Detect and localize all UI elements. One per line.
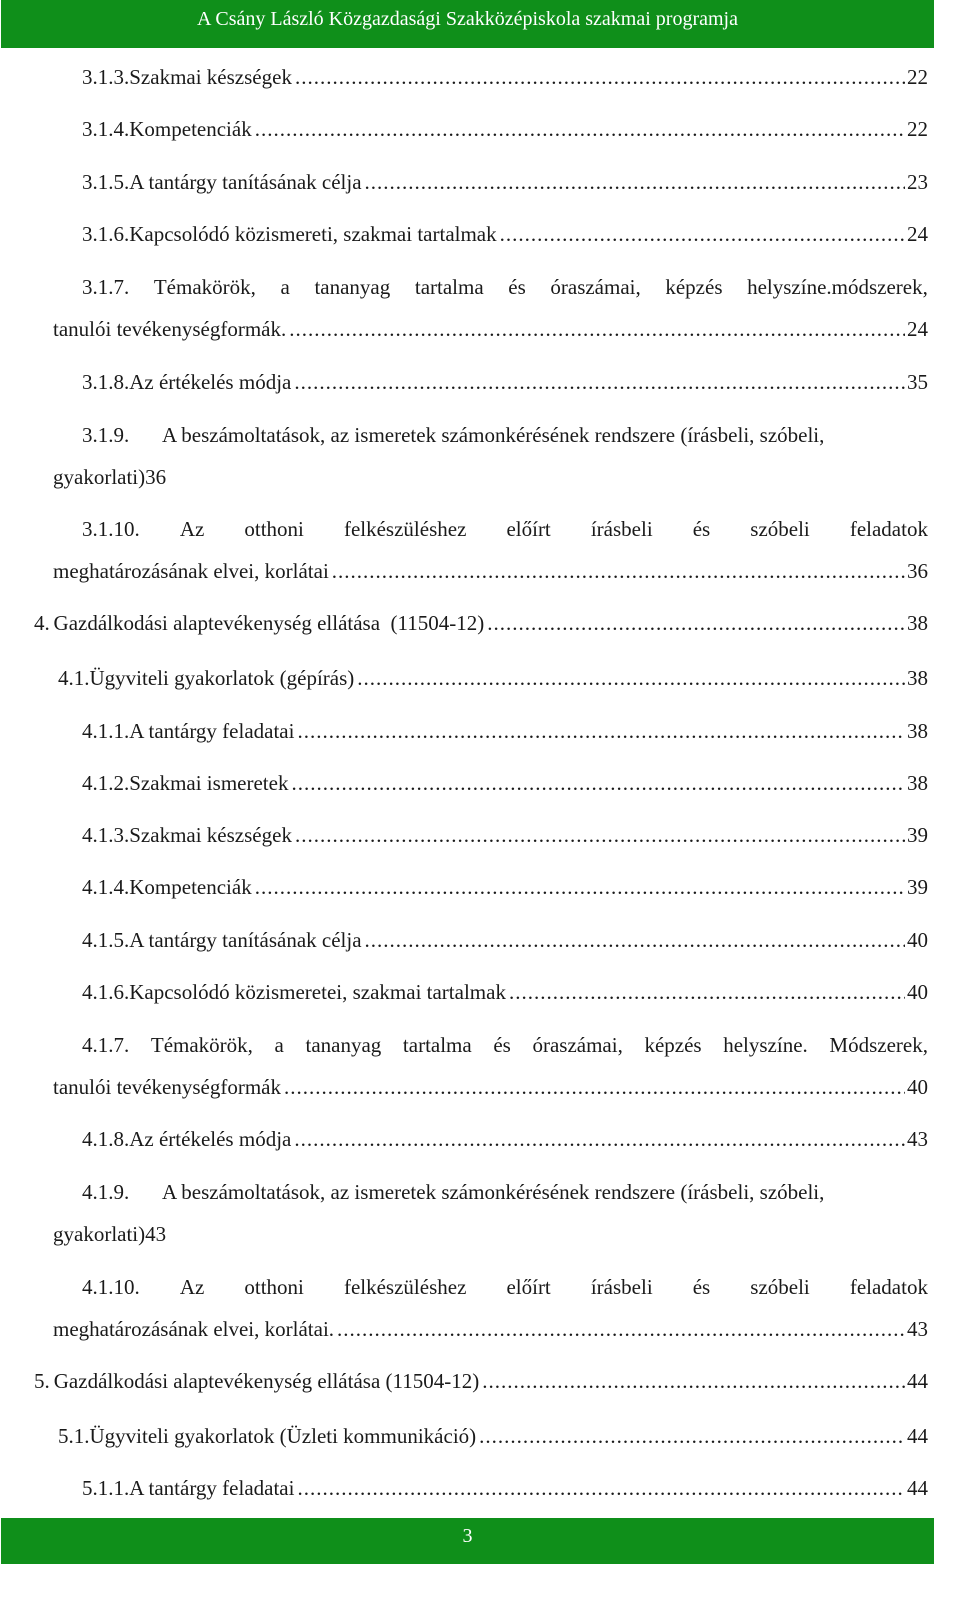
toc-word: és [692,517,711,541]
page-header [1,0,934,48]
toc-entry-number: 5.1.1. [82,1476,130,1500]
toc-word: írásbeli [590,1275,653,1299]
toc-word: és [493,1033,511,1057]
toc-leader-dots [291,768,905,798]
toc-leader-dots [479,1421,905,1451]
toc-entry-title: Szakmai készségek [129,823,292,847]
toc-entry-3-1-8[interactable] [82,367,928,397]
toc-leader-dots [295,820,905,850]
toc-entry-number: 4.1.9. [82,1180,130,1204]
toc-leader-dots [294,367,905,397]
toc-entry-page: 43 [907,1317,928,1341]
toc-entry-4[interactable] [34,608,928,638]
toc-entry-title: tanulói tevékenységformák [53,1075,282,1099]
toc-entry-page: 24 [907,317,928,341]
toc-entry-number: 3.1.3. [82,65,130,89]
toc-leader-dots [297,1473,905,1503]
toc-leader-dots [255,114,905,144]
toc-entry-continuation [53,314,928,344]
toc-entry-number: 3.1.4. [82,117,130,141]
toc-leader-dots [487,608,905,638]
toc-entry-number: 4.1.3. [82,823,130,847]
toc-entry-first-line [82,1272,928,1302]
toc-entry-title: Az értékelés módja [129,370,292,394]
toc-entry-first-line [82,514,928,544]
toc-entry-page: 40 [907,1075,928,1099]
toc-entry-title: Ügyviteli gyakorlatok (gépírás) [89,666,355,690]
toc-entry-title: tanulói tevékenységformák. [53,317,287,341]
toc-entry-number: 4. [34,611,50,635]
toc-entry-continuation [53,1314,928,1344]
toc-word: otthoni [244,1275,304,1299]
toc-word: a [280,275,290,299]
toc-entry-number: 4.1.4. [82,875,130,899]
toc-entry-title: Gazdálkodási alaptevékenység ellátása (11504-12) [53,1369,480,1393]
toc-word: előírt [506,517,551,541]
toc-entry-4-1[interactable] [58,663,928,693]
toc-entry-page: 38 [907,771,928,795]
toc-entry-number: 3.1.6. [82,222,130,246]
toc-entry-number: 3.1.8. [82,370,130,394]
toc-entry-first-line [82,272,928,302]
toc-entry-number: 4.1.5. [82,928,130,952]
toc-entry-title: A tantárgy feladatai [129,719,295,743]
toc-word: feladatok [849,517,928,541]
toc-entry-4-1-2[interactable] [82,768,928,798]
page-footer [1,1518,934,1564]
toc-entry-3-1-6[interactable] [82,219,928,249]
toc-word: képzés [644,1033,702,1057]
toc-leader-dots [365,925,905,955]
toc-entry-number: 4.1.1. [82,719,130,743]
toc-word: óraszámai, [532,1033,623,1057]
toc-entry-4-1-1[interactable] [82,716,928,746]
toc-entry-3-1-3[interactable] [82,62,928,92]
toc-entry-title: Kapcsolódó közismereti, szakmai tartalmak [129,222,497,246]
toc-word: feladatok [849,1275,928,1299]
toc-entry-4-1-4[interactable] [82,872,928,902]
toc-entry-title: Kapcsolódó közismeretei, szakmai tartalmak [129,980,506,1004]
toc-leader-dots [289,314,905,344]
page-number: 3 [462,1525,473,1547]
toc-entry-number: 4.1.2. [82,771,130,795]
toc-entry-title: A beszámoltatások, az ismeretek számonkérésének rendszere (írásbeli, szóbeli, [162,1180,825,1204]
toc-entry-title: A beszámoltatások, az ismeretek számonkérésének rendszere (írásbeli, szóbeli, [162,423,825,447]
toc-leader-dots [337,1314,905,1344]
toc-entry-title: A tantárgy tanításának célja [129,170,362,194]
toc-entry-title: A tantárgy feladatai [129,1476,295,1500]
toc-leader-dots [297,716,905,746]
toc-entry-page: 39 [907,875,928,899]
toc-entry-4-1-3[interactable] [82,820,928,850]
toc-word: a [274,1033,284,1057]
toc-entry-title: Ügyviteli gyakorlatok (Üzleti kommunikáció) [89,1424,477,1448]
toc-entry-number: 4.1.10. [82,1275,140,1299]
toc-word: felkészüléshez [343,1275,467,1299]
toc-entry-number: 4.1.8. [82,1127,130,1151]
toc-entry-title: Kompetenciák [129,875,252,899]
toc-leader-dots [500,219,905,249]
toc-entry-first-line [82,1030,928,1060]
toc-entry-number: 4.1.7. [82,1033,130,1057]
header-title: A Csány László Közgazdasági Szakközépiskola szakmai programja [197,8,738,30]
toc-entry-continuation: gyakorlati)43 [53,1222,167,1246]
toc-entry-page: 44 [907,1476,928,1500]
toc-leader-dots [365,167,905,197]
toc-leader-dots [357,663,905,693]
toc-entry-page: 44 [907,1369,928,1393]
toc-entry-3-1-5[interactable] [82,167,928,197]
toc-word: tartalma [402,1033,472,1057]
toc-word: Témakörök, [153,275,256,299]
toc-entry-continuation [53,556,928,586]
toc-entry-page: 23 [907,170,928,194]
toc-entry-title: Szakmai ismeretek [129,771,289,795]
toc-entry-3-1-4[interactable] [82,114,928,144]
toc-entry-first-line [82,1177,928,1207]
toc-word: Az [179,1275,205,1299]
toc-word: és [692,1275,711,1299]
toc-leader-dots [509,977,905,1007]
toc-entry-page: 22 [907,117,928,141]
toc-word: tananyag [314,275,391,299]
toc-entry-title: A tantárgy tanításának célja [129,928,362,952]
toc-word: Témakörök, [150,1033,253,1057]
toc-word: tananyag [305,1033,382,1057]
toc-entry-title: meghatározásának elvei, korlátai [53,559,329,583]
toc-entry-title: Szakmai készségek [129,65,292,89]
toc-entry-page: 40 [907,928,928,952]
toc-entry-page: 40 [907,980,928,1004]
toc-entry-number: 4.1.6. [82,980,130,1004]
toc-word: szóbeli [750,1275,810,1299]
toc-leader-dots [295,62,905,92]
toc-entry-number: 3.1.9. [82,423,130,447]
toc-entry-number: 4.1. [58,666,90,690]
toc-word: tartalma [414,275,484,299]
toc-entry-page: 43 [907,1127,928,1151]
toc-entry-5[interactable] [34,1366,928,1396]
toc-word: Módszerek, [829,1033,928,1057]
toc-word: és [508,275,526,299]
toc-word: felkészüléshez [343,517,467,541]
toc-word: otthoni [244,517,304,541]
toc-entry-title: Az értékelés módja [129,1127,292,1151]
toc-entry-5-1-1[interactable] [82,1473,928,1503]
toc-entry-page: 39 [907,823,928,847]
toc-word: helyszíne.módszerek, [747,275,928,299]
toc-word: szóbeli [750,517,810,541]
toc-leader-dots [482,1366,905,1396]
toc-word: előírt [506,1275,551,1299]
toc-entry-number: 3.1.5. [82,170,130,194]
toc-word: képzés [665,275,723,299]
toc-entry-4-1-6[interactable] [82,977,928,1007]
toc-entry-number: 5. [34,1369,50,1393]
toc-word: óraszámai, [550,275,641,299]
toc-leader-dots [255,872,905,902]
toc-entry-continuation [53,1072,928,1102]
toc-entry-number: 3.1.10. [82,517,140,541]
toc-entry-continuation: gyakorlati)36 [53,465,167,489]
toc-entry-page: 44 [907,1424,928,1448]
toc-entry-page: 38 [907,666,928,690]
toc-entry-page: 24 [907,222,928,246]
toc-word: helyszíne. [723,1033,808,1057]
toc-entry-number: 5.1. [58,1424,90,1448]
toc-entry-page: 36 [907,559,928,583]
toc-entry-4-1-5[interactable] [82,925,928,955]
toc-entry-page: 38 [907,719,928,743]
toc-entry-first-line [82,420,928,450]
toc-word: Az [179,517,205,541]
toc-entry-title: meghatározásának elvei, korlátai. [53,1317,335,1341]
toc-entry-number: 3.1.7. [82,275,130,299]
toc-leader-dots [294,1124,905,1154]
toc-entry-5-1[interactable] [58,1421,928,1451]
toc-leader-dots [284,1072,905,1102]
toc-entry-title: Gazdálkodási alaptevékenység ellátása (11504-12) [53,611,485,635]
toc-word: írásbeli [590,517,653,541]
toc-entry-page: 35 [907,370,928,394]
toc-entry-4-1-8[interactable] [82,1124,928,1154]
toc-leader-dots [332,556,905,586]
toc-entry-page: 22 [907,65,928,89]
toc-entry-title: Kompetenciák [129,117,252,141]
toc-entry-page: 38 [907,611,928,635]
